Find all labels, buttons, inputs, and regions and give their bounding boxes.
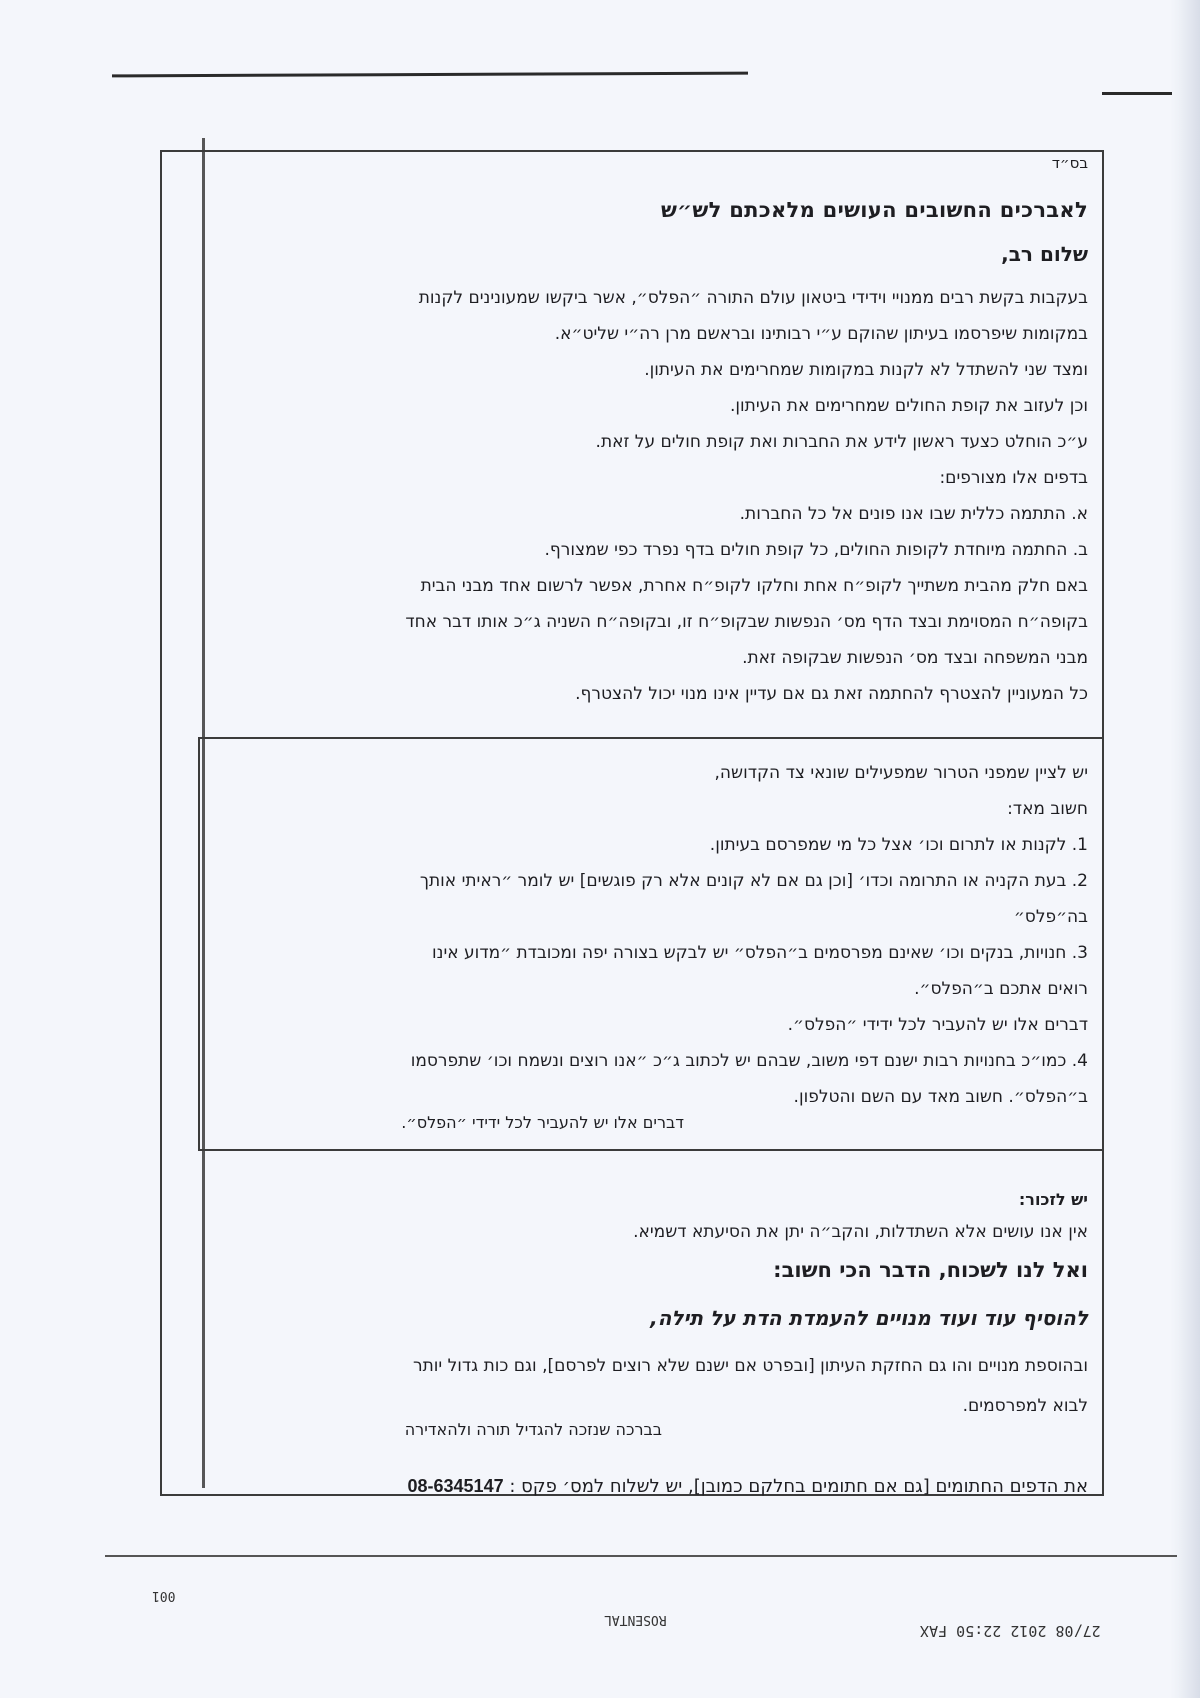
notice-line: 1. לקנות או לתרום וכו׳ אצל כל מי שמפרסם בעיתון. xyxy=(709,835,1088,855)
body-line: וכן לעזוב את קופת החולים שמחרימים את העיתון. xyxy=(730,396,1088,416)
closing-line: ובהוספת מנויים והו גם החזקת העיתון [ובפרט אם ישנם שלא רוצים לפרסם], וגם כות גדול יותר xyxy=(412,1356,1088,1376)
add-members-heading: להוסיף עוד ועוד מנויים להעמדת הדת על תילה, xyxy=(650,1306,1088,1330)
top-rule-fragment xyxy=(1102,92,1172,95)
top-rule xyxy=(112,72,748,78)
fax-page-number: 001 xyxy=(152,1588,176,1603)
body-line: בקופה״ח המסוימת ובצד הדף מס׳ הנפשות שבקופ״ח זו, ובקופה״ח השניה ג״כ אותו דבר אחד xyxy=(405,612,1088,632)
notice-line: חשוב מאד: xyxy=(1007,799,1088,819)
body-line: ומצד שני להשתדל לא לקנות במקומות שמחרימים את העיתון. xyxy=(644,360,1088,380)
body-line: בדפים אלו מצורפים: xyxy=(939,468,1088,488)
notice-body xyxy=(208,755,1088,1115)
notice-line: דברים אלו יש להעביר לכל ידידי ״הפלס״. xyxy=(787,1015,1088,1035)
body-line: מבני המשפחה ובצד מס׳ הנפשות שבקופה זאת. xyxy=(742,648,1088,668)
notice-footer: דברים אלו יש להעביר לכל ידידי ״הפלס״. xyxy=(401,1113,684,1132)
letter-body xyxy=(208,280,1088,712)
fax-instruction xyxy=(408,1476,1089,1497)
fax-number: 08-6345147 xyxy=(407,1476,504,1496)
bottom-rule xyxy=(105,1555,1177,1557)
notice-line: רואים אתכם ב״הפלס״. xyxy=(914,979,1088,999)
dont-forget-heading: ואל לנו לשכוח, הדבר הכי חשוב: xyxy=(773,1258,1088,1282)
body-line: ב. החתמה מיוחדת לקופות החולים, כל קופת חולים בדף נפרד כפי שמצורף. xyxy=(544,540,1088,560)
fax-timestamp: 27/08 2012 22:50 FAX xyxy=(920,1622,1101,1640)
closing-line: לבוא למפרסמים. xyxy=(962,1396,1088,1416)
blessing: בברכה שנזכה להגדיל תורה ולהאדירה xyxy=(404,1420,662,1439)
body-line: כל המעוניין להצטרף להחתמה זאת גם אם עדיין אינו מנוי יכול להצטרף. xyxy=(575,684,1088,704)
body-line: בעקבות בקשת רבים ממנויי וידידי ביטאון עולם התורה ״הפלס״, אשר ביקשו שמעונינים לקנות xyxy=(418,288,1088,308)
notice-line: 4. כמו״כ בחנויות רבות ישנם דפי משוב, שבהם יש לכתוב ג״כ ״אנו רוצים ונשמח וכו׳ שתפרסמו xyxy=(410,1051,1088,1071)
fax-sender: ROSENTAL xyxy=(604,1612,667,1627)
remember-heading: יש לזכור: xyxy=(1018,1190,1088,1209)
letter-title: לאברכים החשובים העושים מלאכתם לש״ש xyxy=(660,198,1088,222)
page-edge-shadow xyxy=(1170,0,1200,1698)
greeting: שלום רב, xyxy=(1001,242,1088,266)
notice-line: יש לציין שמפני הטרור שמפעילים שונאי צד הקדושה, xyxy=(714,763,1088,783)
body-line: ע״כ הוחלט כצעד ראשון לידע את החברות ואת קופת חולים על זאת. xyxy=(595,432,1088,452)
notice-line: 2. בעת הקניה או התרומה וכדו׳ [וכן גם אם לא קונים אלא רק פוגשים] יש לומר ״ראיתי אותך xyxy=(419,871,1088,891)
notice-line: 3. חנויות, בנקים וכו׳ שאינם מפרסמים ב״הפלס״ יש לבקש בצורה יפה ומכובדת ״מדוע אינו xyxy=(432,943,1088,963)
body-line: באם חלק מהבית משתייך לקופ״ח אחת וחלקו לקופ״ח אחרת, אפשר לרשום אחד מבני הבית xyxy=(420,576,1088,596)
fax-text: את הדפים החתומים [גם אם חתומים בחלקם כמובן], יש לשלוח למס׳ פקס : xyxy=(509,1476,1088,1497)
body-line: א. התתמה כללית שבו אנו פונים אל כל החברות. xyxy=(739,504,1088,524)
notice-line: בה״פלס״ xyxy=(1013,907,1088,927)
notice-line: ב״הפלס״. חשוב מאד עם השם והטלפון. xyxy=(793,1087,1088,1107)
remember-text: אין אנו עושים אלא השתדלות, והקב״ה יתן את הסיעתא דשמיא. xyxy=(633,1222,1088,1242)
closing-body xyxy=(208,1346,1088,1426)
body-line: במקומות שיפרסמו בעיתון שהוקם ע״י רבותינו ובראשם מרן רה״י שליט״א. xyxy=(554,324,1088,344)
header-bsd: בס״ד xyxy=(1051,154,1088,172)
